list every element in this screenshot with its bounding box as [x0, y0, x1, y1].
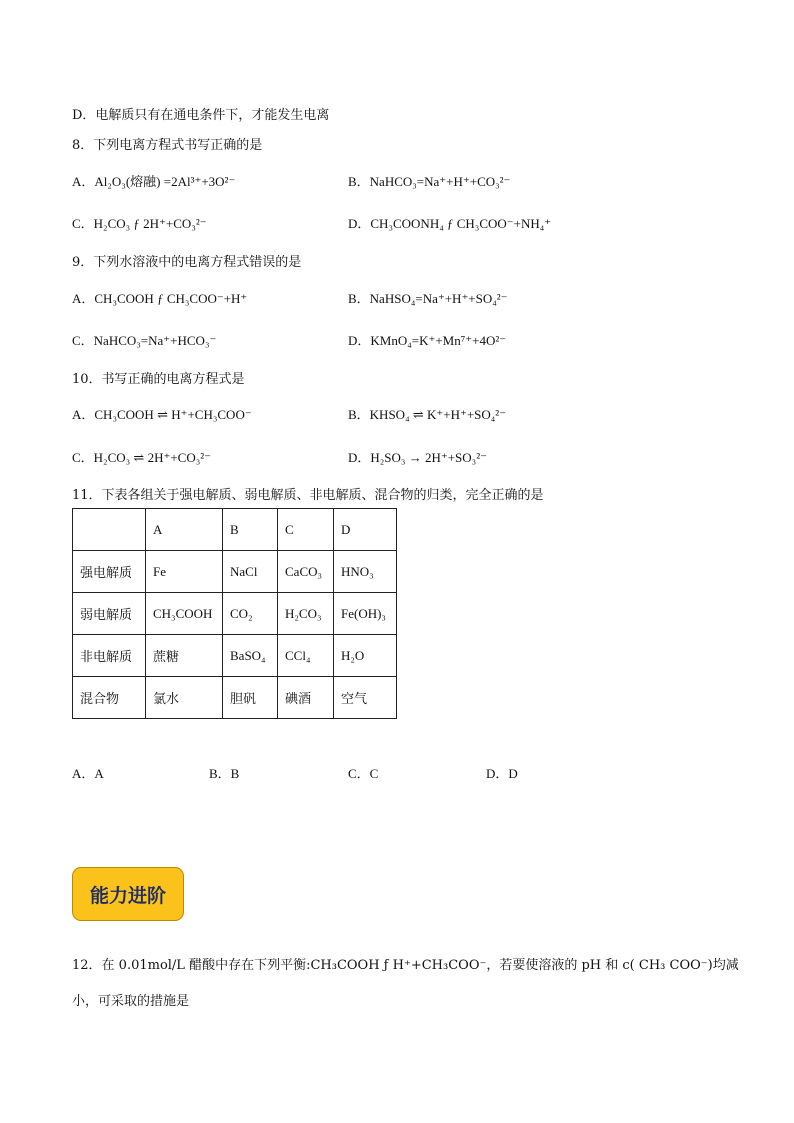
table-row: [73, 635, 397, 677]
q11-stem: 11．下表各组关于强电解质、弱电解质、非电解质、混合物的归类，完全正确的是: [72, 488, 544, 503]
q8-option-b: B．NaHCO₃=Na⁺+H⁺+CO₃²⁻: [348, 174, 511, 189]
table-cell: CO₂: [223, 593, 278, 635]
q8-stem: 8．下列电离方程式书写正确的是: [72, 138, 263, 153]
table-header-cell: B: [223, 509, 278, 551]
q10-option-c: C．H₂CO₃ ⇌ 2H⁺+CO₃²⁻: [72, 450, 212, 465]
table-cell: 强电解质: [73, 551, 146, 593]
section-badge: 能力进阶: [72, 867, 184, 921]
table-cell: HNO₃: [334, 551, 397, 593]
table-cell: CH₃COOH: [146, 593, 223, 635]
q9-option-b: B．NaHSO₄=Na⁺+H⁺+SO₄²⁻: [348, 291, 508, 306]
table-cell: 弱电解质: [73, 593, 146, 635]
table-row: [73, 551, 397, 593]
q9-option-d: D．KMnO₄=K⁺+Mn⁷⁺+4O²⁻: [348, 333, 507, 348]
q11-answer-b: B．B: [209, 766, 240, 781]
table-cell: CCl₄: [278, 635, 334, 677]
table-cell: Fe(OH)₃: [334, 593, 397, 635]
table-cell: Fe: [146, 551, 223, 593]
table-cell: 空气: [334, 677, 397, 719]
table-cell: 蔗糖: [146, 635, 223, 677]
table-cell: BaSO₄: [223, 635, 278, 677]
q12-stem-line2: 小，可采取的措施是: [72, 994, 190, 1009]
table-cell: NaCl: [223, 551, 278, 593]
table-header-row: [73, 509, 397, 551]
table-header-cell: C: [278, 509, 334, 551]
q7-option-d: D．电解质只有在通电条件下，才能发生电离: [72, 108, 330, 123]
table-cell: H₂O: [334, 635, 397, 677]
q12-stem-line1: 12．在 0.01mol/L 醋酸中存在下列平衡:CH₃COOH ƒ H⁺+CH₃COO⁻，若要使溶液的 pH 和 c( CH₃ COO⁻)均减: [72, 958, 739, 973]
q8-option-d: D．CH₃COONH₄ ƒ CH₃COO⁻+NH₄⁺: [348, 216, 552, 231]
table-cell: CaCO₃: [278, 551, 334, 593]
table-cell: H₂CO₃: [278, 593, 334, 635]
q9-stem: 9．下列水溶液中的电离方程式错误的是: [72, 255, 302, 270]
table-header-cell: [73, 509, 146, 551]
q10-stem: 10．书写正确的电离方程式是: [72, 372, 245, 387]
q10-option-d: D．H₂SO₃ → 2H⁺+SO₃²⁻: [348, 450, 487, 465]
table-row: [73, 677, 397, 719]
q11-answer-a: A．A: [72, 766, 104, 781]
q11-answer-d: D．D: [486, 766, 518, 781]
table-cell: 混合物: [73, 677, 146, 719]
q9-option-c: C．NaHCO₃=Na⁺+HCO₃⁻: [72, 333, 217, 348]
q8-option-c: C．H₂CO₃ ƒ 2H⁺+CO₃²⁻: [72, 216, 207, 231]
q10-option-a: A．CH₃COOH ⇌ H⁺+CH₃COO⁻: [72, 407, 252, 422]
table-row: [73, 593, 397, 635]
classification-table: [72, 508, 397, 719]
q11-answer-c: C．C: [348, 766, 379, 781]
q9-option-a: A．CH₃COOH ƒ CH₃COO⁻+H⁺: [72, 291, 248, 306]
table-cell: 碘酒: [278, 677, 334, 719]
table-cell: 非电解质: [73, 635, 146, 677]
table-cell: 胆矾: [223, 677, 278, 719]
table-header-cell: D: [334, 509, 397, 551]
q10-option-b: B．KHSO₄ ⇌ K⁺+H⁺+SO₄²⁻: [348, 407, 507, 422]
table-header-cell: A: [146, 509, 223, 551]
q8-option-a: A．Al₂O₃(熔融) =2Al³⁺+3O²⁻: [72, 174, 236, 189]
table-cell: 氯水: [146, 677, 223, 719]
